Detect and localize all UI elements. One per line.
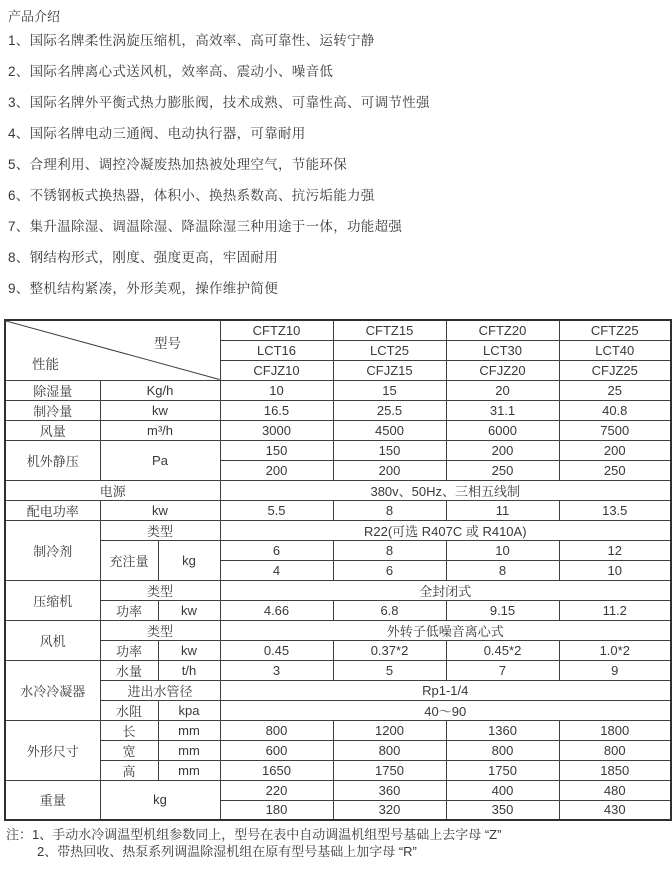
cell-value: 1750 bbox=[333, 760, 446, 780]
spec-row-compressor-power bbox=[5, 600, 671, 620]
intro-item-2: 2、国际名牌离心式送风机，效率高、震动小、噪音低 bbox=[8, 64, 334, 79]
cell-value: 8 bbox=[446, 560, 559, 580]
row-unit: t/h bbox=[158, 660, 220, 680]
spec-row-compressor-type bbox=[5, 580, 671, 600]
corner-label-model: 型号 bbox=[154, 336, 181, 351]
model-name: CFTZ20 bbox=[446, 320, 559, 340]
cell-value: 9.15 bbox=[446, 600, 559, 620]
cell-value: 350 bbox=[446, 800, 559, 820]
sub-label: 充注量 bbox=[100, 540, 158, 580]
row-label: 风量 bbox=[5, 420, 100, 440]
model-name: CFTZ10 bbox=[220, 320, 333, 340]
cell-value: 25.5 bbox=[333, 400, 446, 420]
cell-value: 430 bbox=[559, 800, 671, 820]
cell-value: 10 bbox=[559, 560, 671, 580]
cell-value: 380v、50Hz、三相五线制 bbox=[220, 480, 671, 500]
cell-value: 15 bbox=[333, 380, 446, 400]
row-unit: Pa bbox=[100, 440, 220, 480]
footnote-2: 2、带热回收、热泵系列调温除湿机组在原有型号基础上加字母 “R” bbox=[37, 844, 417, 859]
row-label: 水冷冷凝器 bbox=[5, 660, 100, 720]
spec-row-refrigerant-type bbox=[5, 520, 671, 540]
row-label: 制冷量 bbox=[5, 400, 100, 420]
cell-value: 8 bbox=[333, 500, 446, 520]
spec-row-power-supply bbox=[5, 480, 671, 500]
row-unit: kw bbox=[100, 400, 220, 420]
cell-value: 16.5 bbox=[220, 400, 333, 420]
cell-value: R22(可选 R407C 或 R410A) bbox=[220, 520, 671, 540]
model-name: CFTZ15 bbox=[333, 320, 446, 340]
model-name: CFJZ15 bbox=[333, 360, 446, 380]
cell-value: 3000 bbox=[220, 420, 333, 440]
sub-label: 进出水管径 bbox=[100, 680, 220, 700]
sub-label: 类型 bbox=[100, 620, 220, 640]
intro-item-5: 5、合理利用、调控冷凝废热加热被处理空气，节能环保 bbox=[8, 157, 348, 172]
cell-value: 600 bbox=[220, 740, 333, 760]
row-label: 外形尺寸 bbox=[5, 720, 100, 780]
cell-value: 180 bbox=[220, 800, 333, 820]
row-label: 配电功率 bbox=[5, 500, 100, 520]
row-unit: mm bbox=[158, 720, 220, 740]
cell-value: 10 bbox=[446, 540, 559, 560]
spec-row-dimension-width bbox=[5, 740, 671, 760]
corner-cell bbox=[5, 320, 220, 380]
row-unit: kg bbox=[158, 540, 220, 580]
spec-row-condenser-resistance bbox=[5, 700, 671, 720]
cell-value: 250 bbox=[446, 460, 559, 480]
spec-row-dimension-length bbox=[5, 720, 671, 740]
spec-row-cooling bbox=[5, 400, 671, 420]
spec-row-power-distribution bbox=[5, 500, 671, 520]
intro-item-3: 3、国际名牌外平衡式热力膨胀阀，技术成熟、可靠性高、可调节性强 bbox=[8, 95, 430, 110]
spec-row-condenser-flow bbox=[5, 660, 671, 680]
intro-item-4: 4、国际名牌电动三通阀、电动执行器，可靠耐用 bbox=[8, 126, 306, 141]
cell-value: 250 bbox=[559, 460, 671, 480]
cell-value: 1.0*2 bbox=[559, 640, 671, 660]
cell-value: 6 bbox=[220, 540, 333, 560]
row-label: 风机 bbox=[5, 620, 100, 660]
cell-value: 6000 bbox=[446, 420, 559, 440]
spec-table bbox=[4, 319, 672, 821]
cell-value: 800 bbox=[446, 740, 559, 760]
row-unit: mm bbox=[158, 740, 220, 760]
row-label: 除湿量 bbox=[5, 380, 100, 400]
cell-value: 400 bbox=[446, 780, 559, 800]
model-name: CFTZ25 bbox=[559, 320, 671, 340]
spec-row-airflow bbox=[5, 420, 671, 440]
sub-label: 类型 bbox=[100, 520, 220, 540]
header-row-1 bbox=[5, 320, 671, 340]
cell-value: 4500 bbox=[333, 420, 446, 440]
cell-value: 全封闭式 bbox=[220, 580, 671, 600]
cell-value: 6 bbox=[333, 560, 446, 580]
cell-value: 200 bbox=[446, 440, 559, 460]
cell-value: 5.5 bbox=[220, 500, 333, 520]
model-name: CFJZ20 bbox=[446, 360, 559, 380]
cell-value: 7500 bbox=[559, 420, 671, 440]
cell-value: 1750 bbox=[446, 760, 559, 780]
cell-value: 10 bbox=[220, 380, 333, 400]
cell-value: 4 bbox=[220, 560, 333, 580]
row-unit: Kg/h bbox=[100, 380, 220, 400]
cell-value: 800 bbox=[333, 740, 446, 760]
cell-value: 25 bbox=[559, 380, 671, 400]
cell-value: 6.8 bbox=[333, 600, 446, 620]
cell-value: 200 bbox=[220, 460, 333, 480]
cell-value: 150 bbox=[220, 440, 333, 460]
footnotes bbox=[6, 826, 666, 860]
intro-item-7: 7、集升温除湿、调温除湿、降温除湿三种用途于一体，功能超强 bbox=[8, 219, 403, 234]
cell-value: 9 bbox=[559, 660, 671, 680]
sub-label: 类型 bbox=[100, 580, 220, 600]
model-name: LCT40 bbox=[559, 340, 671, 360]
cell-value: 3 bbox=[220, 660, 333, 680]
sub-label: 水阻 bbox=[100, 700, 158, 720]
sub-label: 高 bbox=[100, 760, 158, 780]
spec-row-fan-type bbox=[5, 620, 671, 640]
row-unit: m³/h bbox=[100, 420, 220, 440]
intro-item-1: 1、国际名牌柔性涡旋压缩机，高效率、高可靠性、运转宁静 bbox=[8, 33, 375, 48]
row-label: 电源 bbox=[5, 480, 220, 500]
row-unit: kw bbox=[100, 500, 220, 520]
spec-row-refrigerant-charge-1 bbox=[5, 540, 671, 560]
sub-label: 宽 bbox=[100, 740, 158, 760]
row-label: 重量 bbox=[5, 780, 100, 820]
cell-value: 360 bbox=[333, 780, 446, 800]
intro-item-9: 9、整机结构紧凑，外形美观，操作维护简便 bbox=[8, 281, 279, 296]
cell-value: 200 bbox=[333, 460, 446, 480]
cell-value: 20 bbox=[446, 380, 559, 400]
page-title: 产品介绍 bbox=[8, 9, 61, 24]
sub-label: 功率 bbox=[100, 600, 158, 620]
model-name: LCT16 bbox=[220, 340, 333, 360]
row-unit: mm bbox=[158, 760, 220, 780]
corner-label-performance: 性能 bbox=[32, 357, 59, 372]
sub-label: 水量 bbox=[100, 660, 158, 680]
cell-value: 11.2 bbox=[559, 600, 671, 620]
cell-value: 320 bbox=[333, 800, 446, 820]
cell-value: 800 bbox=[220, 720, 333, 740]
spec-row-condenser-pipe bbox=[5, 680, 671, 700]
sub-label: 长 bbox=[100, 720, 158, 740]
model-name: CFJZ10 bbox=[220, 360, 333, 380]
cell-value: 1650 bbox=[220, 760, 333, 780]
cell-value: 5 bbox=[333, 660, 446, 680]
sub-label: 功率 bbox=[100, 640, 158, 660]
cell-value: 1200 bbox=[333, 720, 446, 740]
cell-value: 0.45*2 bbox=[446, 640, 559, 660]
model-name: CFJZ25 bbox=[559, 360, 671, 380]
cell-value: 800 bbox=[559, 740, 671, 760]
cell-value: 1850 bbox=[559, 760, 671, 780]
spec-row-weight-1 bbox=[5, 780, 671, 800]
cell-value: 0.45 bbox=[220, 640, 333, 660]
row-unit: kg bbox=[100, 780, 220, 820]
spec-row-fan-power bbox=[5, 640, 671, 660]
cell-value: 31.1 bbox=[446, 400, 559, 420]
spec-row-static-pressure-1 bbox=[5, 440, 671, 460]
intro-item-8: 8、钢结构形式，刚度、强度更高，牢固耐用 bbox=[8, 250, 279, 265]
model-name: LCT30 bbox=[446, 340, 559, 360]
cell-value: 1800 bbox=[559, 720, 671, 740]
row-unit: kw bbox=[158, 600, 220, 620]
cell-value: 0.37*2 bbox=[333, 640, 446, 660]
row-label: 制冷剂 bbox=[5, 520, 100, 580]
cell-value: 4.66 bbox=[220, 600, 333, 620]
cell-value: 8 bbox=[333, 540, 446, 560]
cell-value: 12 bbox=[559, 540, 671, 560]
footnote-1: 注：1、手动水冷调温型机组参数同上，型号在表中自动调温机组型号基础上去字母 “Z” bbox=[6, 827, 502, 842]
cell-value: 480 bbox=[559, 780, 671, 800]
row-label: 机外静压 bbox=[5, 440, 100, 480]
cell-value: 外转子低噪音离心式 bbox=[220, 620, 671, 640]
cell-value: 150 bbox=[333, 440, 446, 460]
intro-item-6: 6、不锈钢板式换热器，体积小、换热系数高、抗污垢能力强 bbox=[8, 188, 375, 203]
cell-value: 1360 bbox=[446, 720, 559, 740]
cell-value: Rp1-1/4 bbox=[220, 680, 671, 700]
cell-value: 13.5 bbox=[559, 500, 671, 520]
row-unit: kpa bbox=[158, 700, 220, 720]
cell-value: 11 bbox=[446, 500, 559, 520]
spec-row-dehumidify bbox=[5, 380, 671, 400]
cell-value: 40～90 bbox=[220, 700, 671, 720]
spec-row-dimension-height bbox=[5, 760, 671, 780]
model-name: LCT25 bbox=[333, 340, 446, 360]
row-unit: kw bbox=[158, 640, 220, 660]
row-label: 压缩机 bbox=[5, 580, 100, 620]
cell-value: 7 bbox=[446, 660, 559, 680]
cell-value: 200 bbox=[559, 440, 671, 460]
cell-value: 220 bbox=[220, 780, 333, 800]
cell-value: 40.8 bbox=[559, 400, 671, 420]
